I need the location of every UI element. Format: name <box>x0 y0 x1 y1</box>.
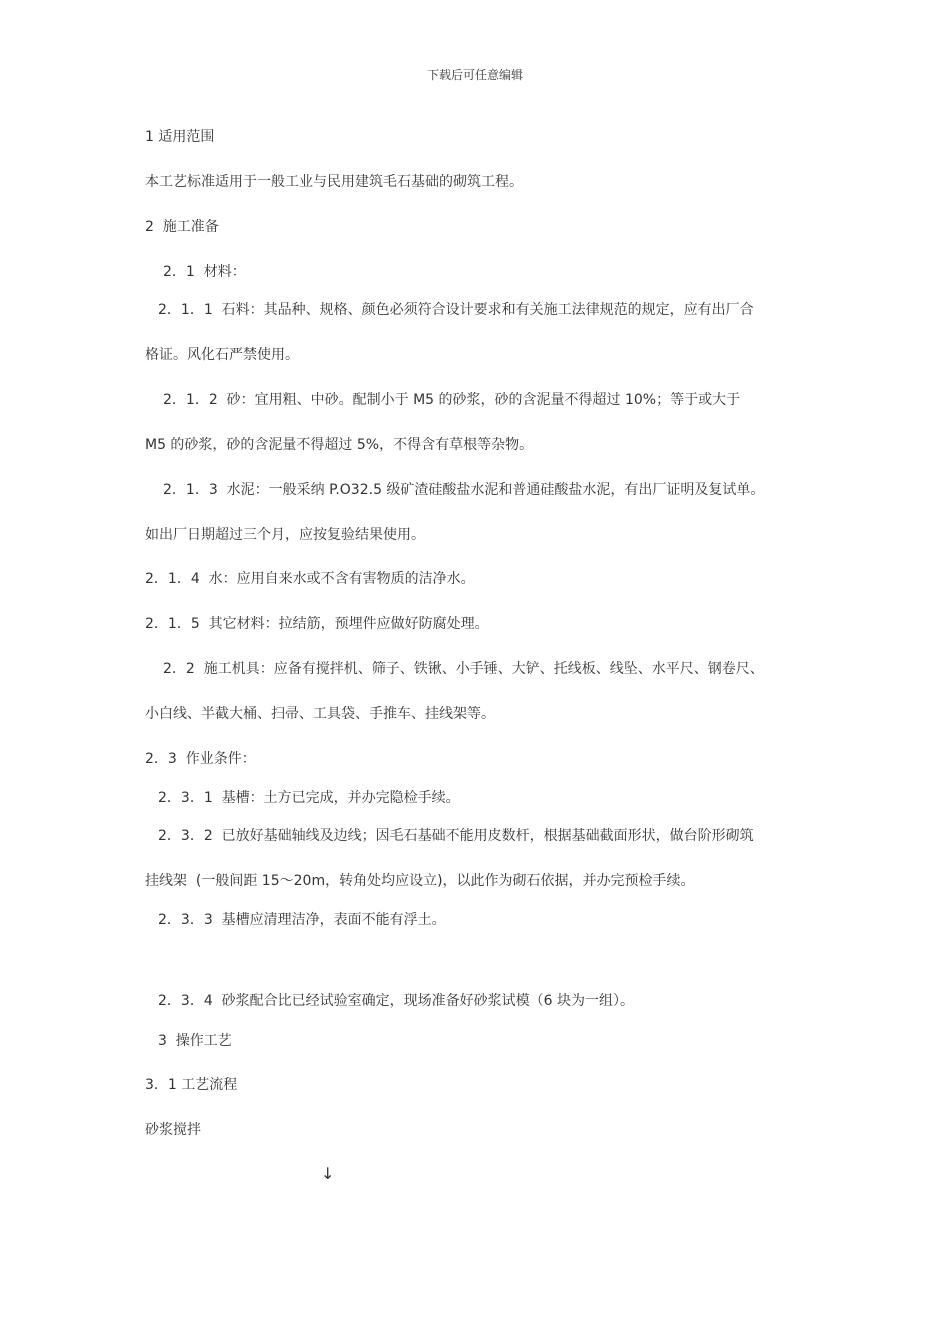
flow-down-arrow-icon: ↓ <box>321 1164 335 1183</box>
paragraph-scope: 本工艺标准适用于一般工业与民用建筑毛石基础的砌筑工程。 <box>145 174 523 190</box>
item-2-3-4: 2．3．4 砂浆配合比已经试验室确定，现场准备好砂浆试模（6 块为一组）。 <box>158 993 634 1009</box>
item-2-1-4: 2．1．4 水：应用自来水或不含有害物质的洁净水。 <box>145 571 475 587</box>
item-2-2-line1: 2．2 施工机具：应备有搅拌机、筛子、铁锹、小手锤、大铲、托线板、线坠、水平尺、钢卷尺、 <box>163 661 764 677</box>
item-2-2-line2: 小白线、半截大桶、扫帚、工具袋、手推车、挂线架等。 <box>145 706 495 722</box>
item-2-1-3-line1: 2．1．3 水泥：一般采纳 P.O32.5 级矿渣硅酸盐水泥和普通硅酸盐水泥，有出厂证明及复试单。 <box>163 482 765 498</box>
flow-step-mortar-mixing: 砂浆搅拌 <box>145 1122 201 1138</box>
section-3-1-title: 3．1 工艺流程 <box>145 1077 238 1093</box>
item-2-3-2-line1: 2．3．2 已放好基础轴线及边线；因毛石基础不能用皮数杆，根据基础截面形状，做台阶形砌筑 <box>158 828 754 844</box>
item-2-3-2-line2: 挂线架 (一般间距 15～20m，转角处均应设立)，以此作为砌石依据，并办完预检手续。 <box>145 873 695 889</box>
item-2-3-3: 2．3．3 基槽应清理洁净，表面不能有浮土。 <box>158 912 446 928</box>
item-2-1-1-line1: 2．1．1 石料：其品种、规格、颜色必须符合设计要求和有关施工法律规范的规定，应有出厂合 <box>158 302 754 318</box>
section-2-title: 2 施工准备 <box>145 219 219 235</box>
page-header: 下载后可任意编辑 <box>426 68 523 82</box>
section-2-1-title: 2．1 材料： <box>163 264 246 280</box>
item-2-3-1: 2．3．1 基槽：土方已完成，并办完隐检手续。 <box>158 790 460 806</box>
item-2-1-1-line2: 格证。风化石严禁使用。 <box>145 347 299 363</box>
item-2-1-3-line2: 如出厂日期超过三个月，应按复验结果使用。 <box>145 527 425 543</box>
section-3-title: 3 操作工艺 <box>158 1033 232 1049</box>
item-2-1-5: 2．1．5 其它材料：拉结筋，预埋件应做好防腐处理。 <box>145 616 489 632</box>
item-2-1-2-line2: M5 的砂浆，砂的含泥量不得超过 5%，不得含有草根等杂物。 <box>145 437 534 453</box>
section-1-title: 1 适用范围 <box>145 129 215 145</box>
section-2-3-title: 2．3 作业条件： <box>145 751 256 767</box>
item-2-1-2-line1: 2．1．2 砂：宜用粗、中砂。配制小于 M5 的砂浆，砂的含泥量不得超过 10%；等于或大于 <box>163 392 741 408</box>
